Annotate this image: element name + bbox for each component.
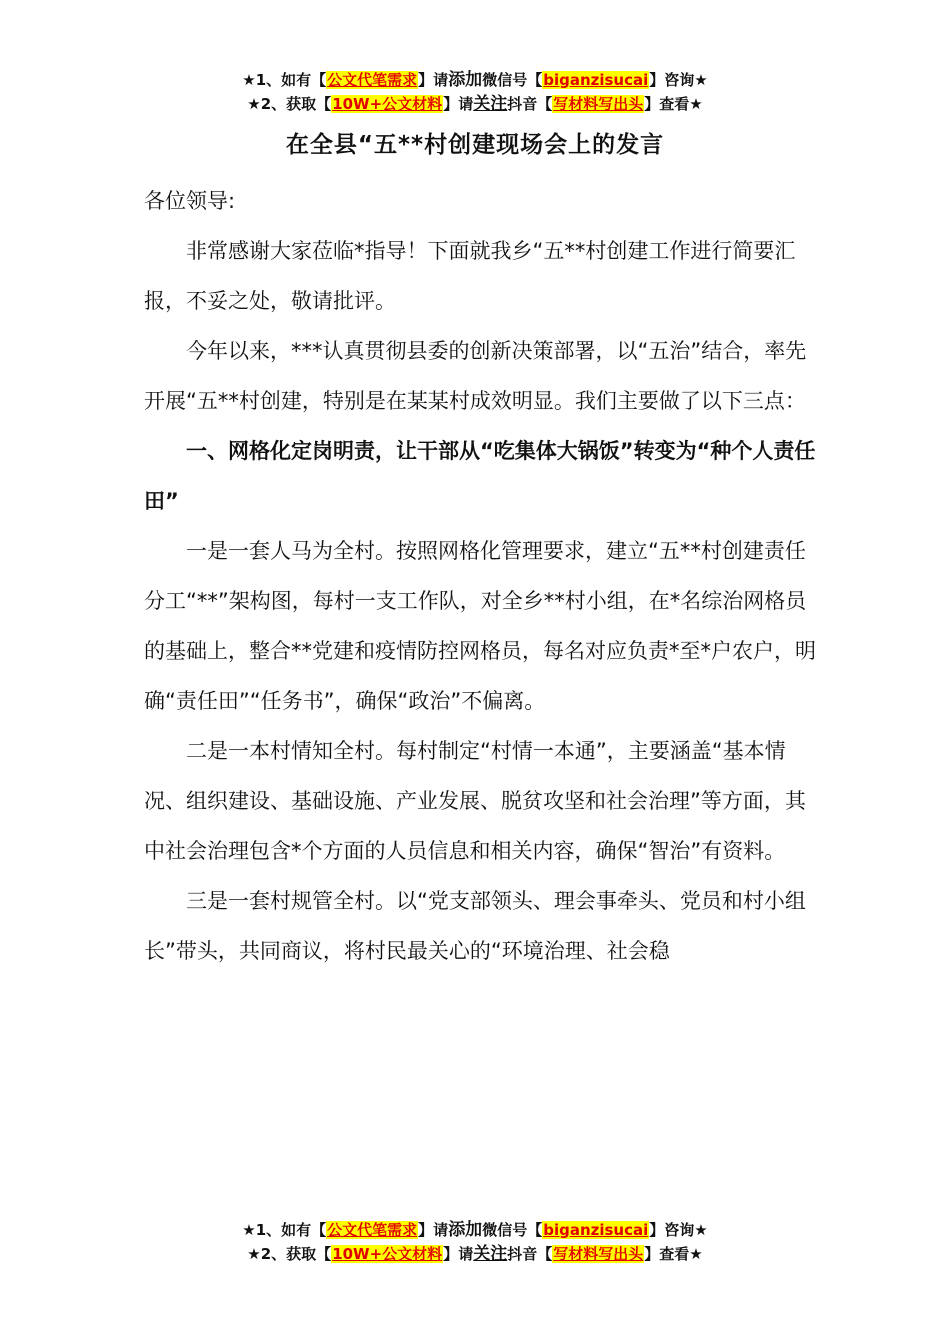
banner-highlight: biganzisucai xyxy=(543,71,649,89)
section-heading: 一、网格化定岗明责，让干部从“吃集体大锅饭”转变为“种个人责任田” xyxy=(144,439,816,513)
salutation: 各位领导: xyxy=(144,189,236,213)
banner-highlight: 写材料写出头 xyxy=(553,95,644,113)
banner-highlight: biganzisucai xyxy=(543,1221,649,1239)
paragraph: 非常感谢大家莅临*指导！下面就我乡“五**村创建工作进行简要汇报，不妥之处，敬请批评。 xyxy=(144,239,796,313)
footer-banner xyxy=(0,1218,950,1266)
banner-line-2: ★2、获取【10W+公文材料】请关注抖音【写材料写出头】查看★ xyxy=(247,94,703,114)
header-banner xyxy=(0,68,950,116)
paragraph: 三是一套村规管全村。以“党支部领头、理会事牵头、党员和村小组长”带头，共同商议，将村民最关心的“环境治理、社会稳 xyxy=(144,889,806,963)
paragraph: 一是一套人马为全村。按照网格化管理要求，建立“五**村创建责任分工“**”架构图，每村一支工作队，对全乡**村小组，在*名综治网格员的基础上，整合**党建和疫情防控网格员，每名对应负责*至*户农户，明确“责任田”“任务书”，确保“政治”不偏离。 xyxy=(144,539,816,713)
banner-highlight: 10W+公文材料 xyxy=(332,1245,443,1263)
banner-highlight: 公文代笔需求 xyxy=(327,71,418,89)
paragraph: 今年以来，***认真贯彻县委的创新决策部署，以“五治”结合，率先开展“五**村创建，特别是在某某村成效明显。我们主要做了以下三点： xyxy=(144,339,807,413)
banner-highlight: 10W+公文材料 xyxy=(332,95,443,113)
banner-highlight: 公文代笔需求 xyxy=(327,1221,418,1239)
banner-highlight: 写材料写出头 xyxy=(553,1245,644,1263)
paragraph: 二是一本村情知全村。每村制定“村情一本通”，主要涵盖“基本情况、组织建设、基础设施、产业发展、脱贫攻坚和社会治理”等方面，其中社会治理包含*个方面的人员信息和相关内容，确保“智治”有资料。 xyxy=(144,739,806,863)
banner-line-1: ★1、如有【公文代笔需求】请添加微信号【biganzisucai】咨询★ xyxy=(242,1220,708,1240)
banner-line-1: ★1、如有【公文代笔需求】请添加微信号【biganzisucai】咨询★ xyxy=(242,70,708,90)
document-body xyxy=(144,176,824,976)
banner-line-2: ★2、获取【10W+公文材料】请关注抖音【写材料写出头】查看★ xyxy=(247,1244,703,1264)
document-title: 在全县“五**村创建现场会上的发言 xyxy=(285,132,665,158)
